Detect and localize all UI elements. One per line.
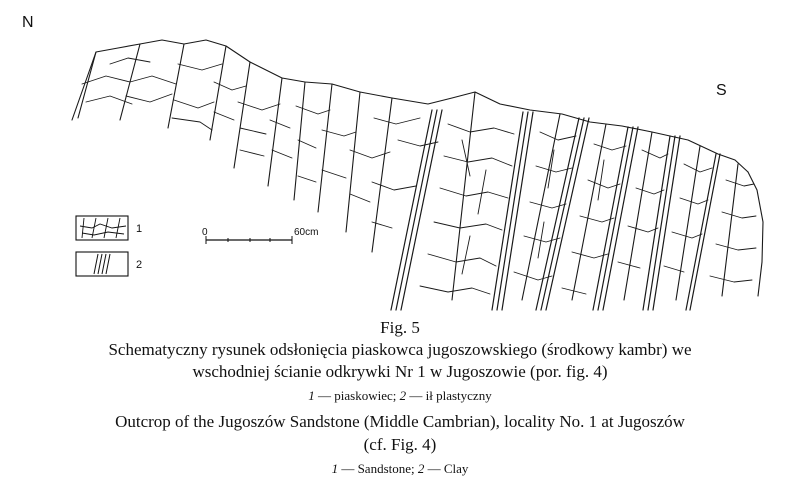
figure-number: Fig. 5 [380,318,420,337]
polish-legend-text-2: — ił plastyczny [406,388,492,403]
english-caption-line-1: Outcrop of the Jugoszów Sandstone (Middle Cambrian), locality No. 1 at Jugoszów [115,412,685,431]
scale-end-label: 60cm [294,227,319,238]
english-legend-num-2: 2 [417,461,425,476]
english-legend-text [0,461,800,477]
english-legend-num-1: 1 [331,461,339,476]
scale-start-label: 0 [202,227,208,238]
scale-bar [202,227,318,244]
south-label: S [716,82,727,99]
polish-legend-text [0,388,800,404]
english-caption-line-2: (cf. Fig. 4) [363,435,437,454]
polish-legend-num-1: 1 [308,388,315,403]
outcrop-right-edge [748,172,763,296]
polish-legend-num-2: 2 [399,388,407,403]
legend-item-sandstone [76,216,142,240]
clay-bands [391,110,720,310]
english-legend-text-1: — Sandstone; [338,461,418,476]
clay-pattern-swatch [94,254,110,274]
legend-label-1: 1 [136,223,143,235]
sandstone-pattern-swatch [80,218,126,238]
north-label: N [22,14,34,31]
english-legend-text-2: — Clay [424,461,469,476]
polish-legend-text-1: — piaskowiec; [314,388,400,403]
polish-caption-line-1: Schematyczny rysunek odsłonięcia piaskowca jugoszowskiego (środkowy kambr) we [108,340,692,359]
polish-caption-line-2: wschodniej ścianie odkrywki Nr 1 w Jugoszowie (por. fig. 4) [192,362,608,381]
legend-label-2: 2 [136,259,143,271]
sandstone-bedding [78,44,738,300]
legend-item-clay [76,252,142,276]
